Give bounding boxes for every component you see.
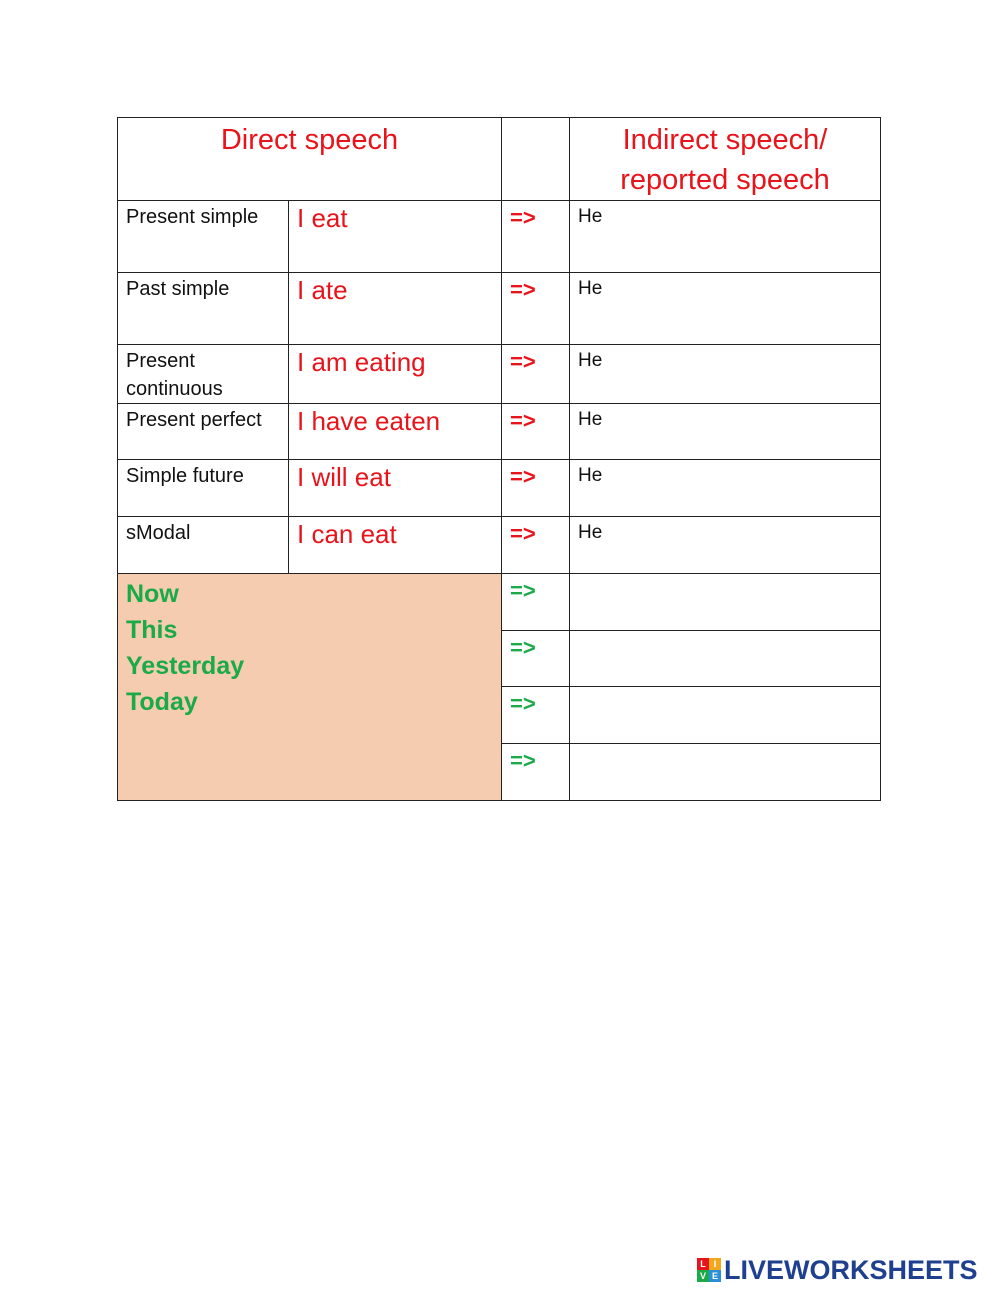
answer-field[interactable]: He [570, 460, 881, 517]
direct-sentence: I will eat [289, 460, 502, 517]
logo-letter: V [697, 1270, 709, 1282]
direct-sentence: I am eating [289, 345, 502, 404]
tense-label: Present continuous [118, 345, 289, 404]
answer-field[interactable]: He [570, 201, 881, 273]
tense-label: Past simple [118, 273, 289, 345]
header-direct-label: Direct speech [220, 124, 399, 156]
answer-field[interactable]: He [570, 273, 881, 345]
time-row [118, 574, 881, 631]
answer-field[interactable]: He [570, 404, 881, 460]
arrow-icon: => [502, 631, 570, 687]
header-arrow-cell [502, 118, 570, 201]
answer-field[interactable]: He [570, 345, 881, 404]
direct-sentence: I ate [289, 273, 502, 345]
table-row [118, 460, 881, 517]
time-word: Now [126, 580, 179, 608]
time-word: This [126, 616, 178, 644]
arrow-icon: => [502, 517, 570, 574]
arrow-icon: => [502, 201, 570, 273]
table-row [118, 345, 881, 404]
direct-sentence: I can eat [289, 517, 502, 574]
logo-text: LIVEWORKSHEETS [724, 1254, 978, 1285]
liveworksheets-logo [697, 1256, 978, 1284]
time-word: Today [126, 688, 198, 716]
header-indirect-line1: Indirect speech/ [622, 124, 828, 156]
header-indirect-speech [570, 118, 881, 201]
direct-sentence: I eat [289, 201, 502, 273]
table-row [118, 404, 881, 460]
time-word: Yesterday [126, 652, 245, 680]
header-indirect-line2: reported speech [620, 164, 830, 196]
logo-letter: L [697, 1258, 709, 1270]
answer-field[interactable]: He [570, 517, 881, 574]
tense-label: sModal [118, 517, 289, 574]
answer-field[interactable] [570, 574, 881, 631]
arrow-icon: => [502, 744, 570, 801]
tense-label: Simple future [118, 460, 289, 517]
logo-letter: E [709, 1270, 721, 1282]
header-row [118, 118, 881, 201]
arrow-icon: => [502, 404, 570, 460]
arrow-icon: => [502, 687, 570, 744]
answer-field[interactable] [570, 744, 881, 801]
table-row [118, 517, 881, 574]
speech-table-container [117, 117, 880, 796]
time-expressions-cell [118, 574, 502, 801]
arrow-icon: => [502, 574, 570, 631]
table-row [118, 201, 881, 273]
direct-sentence: I have eaten [289, 404, 502, 460]
liveworksheets-logo-icon [697, 1258, 721, 1282]
tense-label: Present simple [118, 201, 289, 273]
arrow-icon: => [502, 460, 570, 517]
table-row [118, 273, 881, 345]
tense-label: Present perfect [118, 404, 289, 460]
logo-letter: I [709, 1258, 721, 1270]
answer-field[interactable] [570, 631, 881, 687]
arrow-icon: => [502, 273, 570, 345]
answer-field[interactable] [570, 687, 881, 744]
arrow-icon: => [502, 345, 570, 404]
header-direct-speech [118, 118, 502, 201]
reported-speech-table [117, 117, 881, 801]
